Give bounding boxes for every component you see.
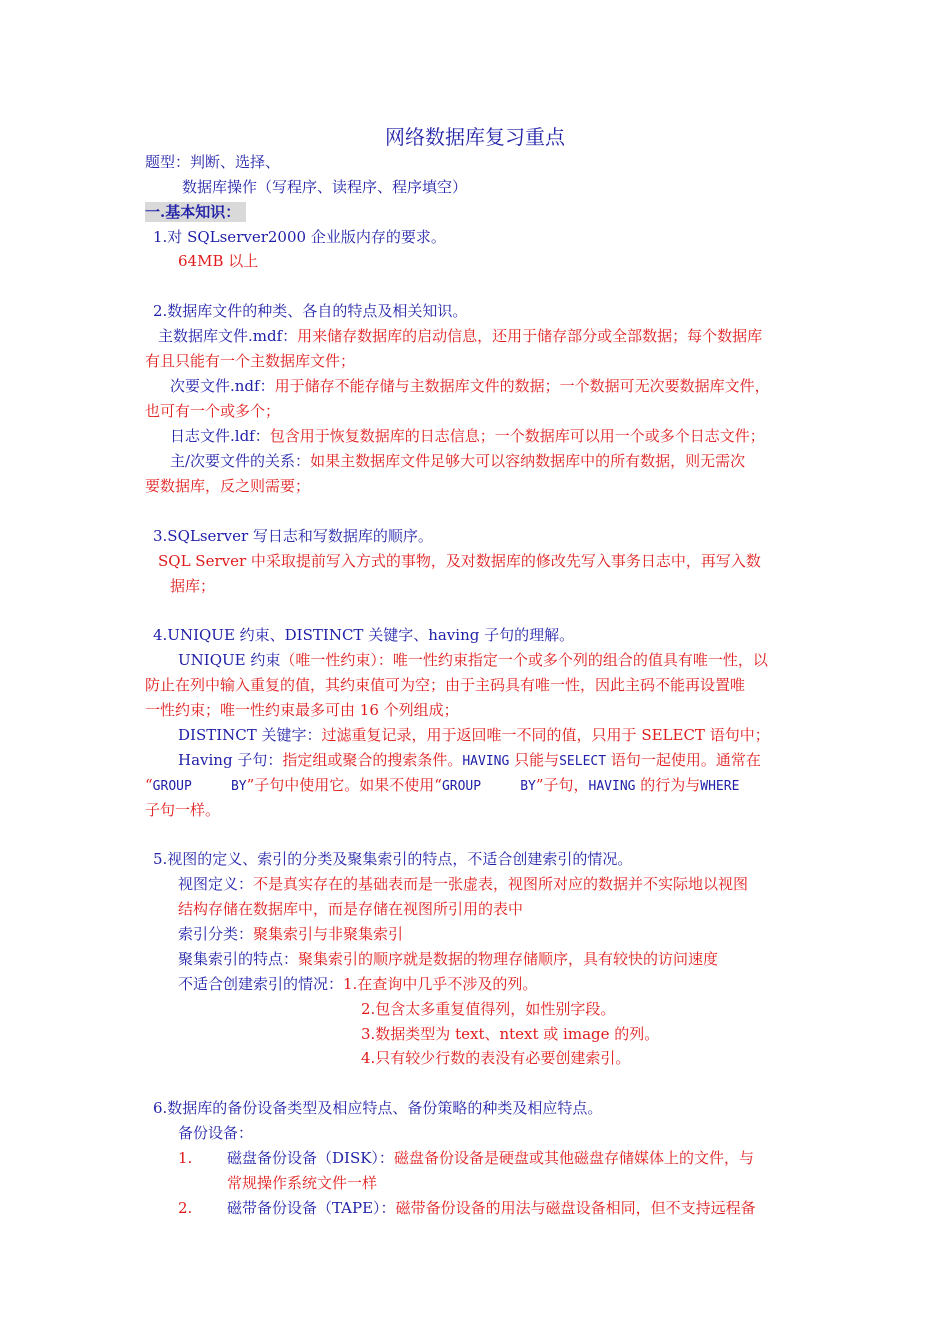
q2-log-line	[170, 426, 765, 446]
q2-relation-text-2: 要数据库，反之则需要；	[145, 477, 311, 495]
q4-unique-text-2: 防止在列中输入重复的值，其约束值可为空；由于主码具有唯一性，因此主码不能再设置唯	[145, 676, 746, 694]
q4-having-label: Having 子句：	[178, 751, 283, 769]
q4-quote-open: “	[145, 776, 153, 794]
q2-log-text: 包含用于恢复数据库的日志信息；一个数据库可以用一个或多个日志文件；	[269, 427, 765, 445]
q4-distinct-text: 过滤重复记录，用于返回唯一不同的值，只用于 SELECT 语句中；	[321, 726, 770, 744]
q4-groupby-kw: GROUP BY	[152, 779, 247, 794]
q5-cluster-line	[178, 949, 718, 969]
q4-select-kw: SELECT	[559, 754, 607, 769]
q2-relation-text: 如果主数据库文件足够大可以容纳数据库中的所有数据，则无需次	[310, 452, 746, 470]
q6-item-label: 磁带备份设备（TAPE）：	[227, 1199, 396, 1217]
q5-unsuitable-label: 不适合创建索引的情况：	[178, 975, 344, 993]
q3-question: 3.SQLserver 写日志和写数据库的顺序。	[153, 527, 433, 545]
q5-view-text: 不是真实存在的基础表而是一张虚表，视图所对应的数据并不实际地以视图	[253, 875, 749, 893]
q5-unsuitable-item: 4.只有较少行数的表没有必要创建索引。	[361, 1049, 631, 1067]
q4-unique-label: UNIQUE 约束	[178, 651, 281, 669]
q2-secondary-text-2: 也可有一个或多个；	[145, 402, 281, 420]
q4-having-kw: HAVING	[462, 754, 510, 769]
q5-view-label: 视图定义：	[178, 875, 254, 893]
q2-question: 2.数据库文件的种类、各自的特点及相关知识。	[153, 302, 468, 320]
q6-item-number: 1.	[178, 1149, 193, 1167]
q4-having-text-a: 指定组或聚合的搜索条件。	[282, 751, 463, 769]
q6-question: 6.数据库的备份设备类型及相应特点、备份策略的种类及相应特点。	[153, 1099, 603, 1117]
q2-secondary-line	[170, 376, 770, 396]
q1-question: 1.对 SQLserver2000 企业版内存的要求。	[153, 228, 446, 246]
q5-unsuitable-item: 2.包含太多重复值得列，如性别字段。	[361, 1000, 616, 1018]
q2-primary-text-2: 有且只能有一个主数据库文件；	[145, 352, 356, 370]
q5-index-line	[178, 924, 403, 944]
q4-distinct-label: DISTINCT 关键字：	[178, 726, 322, 744]
q2-secondary-text: 用于储存不能存储与主数据库文件的数据；一个数据可无次要数据库文件，	[274, 377, 770, 395]
q2-log-label: 日志文件.ldf：	[170, 427, 270, 445]
q4-having-line	[178, 750, 761, 772]
q3-answer-1: SQL Server 中采取提前写入方式的事物，及对数据库的修改先写入事务日志中，再写入数	[158, 552, 761, 570]
q2-primary-line	[158, 326, 762, 346]
q5-view-text-2: 结构存储在数据库中，而是存储在视图所引用的表中	[178, 900, 524, 918]
q6-item-text: 磁盘备份设备是硬盘或其他磁盘存储媒体上的文件，与	[393, 1149, 754, 1167]
page-title: 网络数据库复习重点	[385, 125, 565, 149]
q4-having-text-e: 语句一起使用。通常在	[606, 751, 761, 769]
q5-unsuitable-line	[178, 974, 537, 994]
q5-cluster-text: 聚集索引的顺序就是数据的物理存储顺序，具有较快的访问速度	[298, 950, 719, 968]
q1-answer: 64MB 以上	[178, 252, 259, 270]
q4-unique-text-3: 一性约束；唯一性约束最多可由 16 个列组成；	[145, 701, 459, 719]
q4-having-text-c: 只能与	[509, 751, 560, 769]
q4-unique-line	[178, 650, 768, 670]
q2-secondary-label: 次要文件.ndf：	[170, 377, 275, 395]
q4-question: 4.UNIQUE 约束、DISTINCT 关键字、having 子句的理解。	[153, 626, 575, 644]
q4-having-kw-2: HAVING	[588, 779, 636, 794]
q5-index-text: 聚集索引与非聚集索引	[253, 925, 404, 943]
q6-item-line	[227, 1198, 756, 1218]
q4-having-text-2c: ”子句中使用它。如果不使用“	[246, 776, 442, 794]
q4-having-text-2e: ”子句，	[535, 776, 589, 794]
q4-having-text-3: 子句一样。	[145, 801, 221, 819]
q2-relation-label: 主/次要文件的关系：	[170, 452, 311, 470]
q3-answer-2: 据库；	[170, 577, 216, 595]
q6-item-number: 2.	[178, 1199, 193, 1217]
q6-item-text-2: 常规操作系统文件一样	[227, 1174, 378, 1192]
q6-item-text: 磁带备份设备的用法与磁盘设备相同，但不支持远程备	[395, 1199, 756, 1217]
q5-unsuitable-item: 1.在查询中几乎不涉及的列。	[343, 975, 538, 993]
intro-line-1: 题型：判断、选择、	[145, 153, 281, 171]
q4-where-kw: WHERE	[700, 779, 740, 794]
q2-primary-text: 用来储存数据库的启动信息，还用于储存部分或全部数据；每个数据库	[297, 327, 763, 345]
q4-having-line-2	[145, 775, 739, 797]
q4-unique-text: （唯一性约束）：唯一性约束指定一个或多个列的组合的值具有唯一性，以	[280, 651, 768, 669]
q5-index-label: 索引分类：	[178, 925, 254, 943]
q5-cluster-label: 聚集索引的特点：	[178, 950, 299, 968]
q5-view-line	[178, 874, 748, 894]
intro-line-2: 数据库操作（写程序、读程序、程序填空）	[182, 178, 468, 196]
q2-relation-line	[170, 451, 745, 471]
q5-question: 5.视图的定义、索引的分类及聚集索引的特点，不适合创建索引的情况。	[153, 850, 633, 868]
q4-having-text-2g: 的行为与	[635, 776, 701, 794]
q5-unsuitable-item: 3.数据类型为 text、ntext 或 image 的列。	[361, 1025, 660, 1043]
q6-item-line	[227, 1148, 754, 1168]
section-heading: 一.基本知识：	[145, 202, 246, 222]
q4-groupby-kw-2: GROUP BY	[441, 779, 536, 794]
q6-devices-label: 备份设备：	[178, 1124, 254, 1142]
q2-primary-label: 主数据库文件.mdf：	[158, 327, 298, 345]
q4-distinct-line	[178, 725, 770, 745]
q6-item-label: 磁盘备份设备（DISK）：	[227, 1149, 394, 1167]
